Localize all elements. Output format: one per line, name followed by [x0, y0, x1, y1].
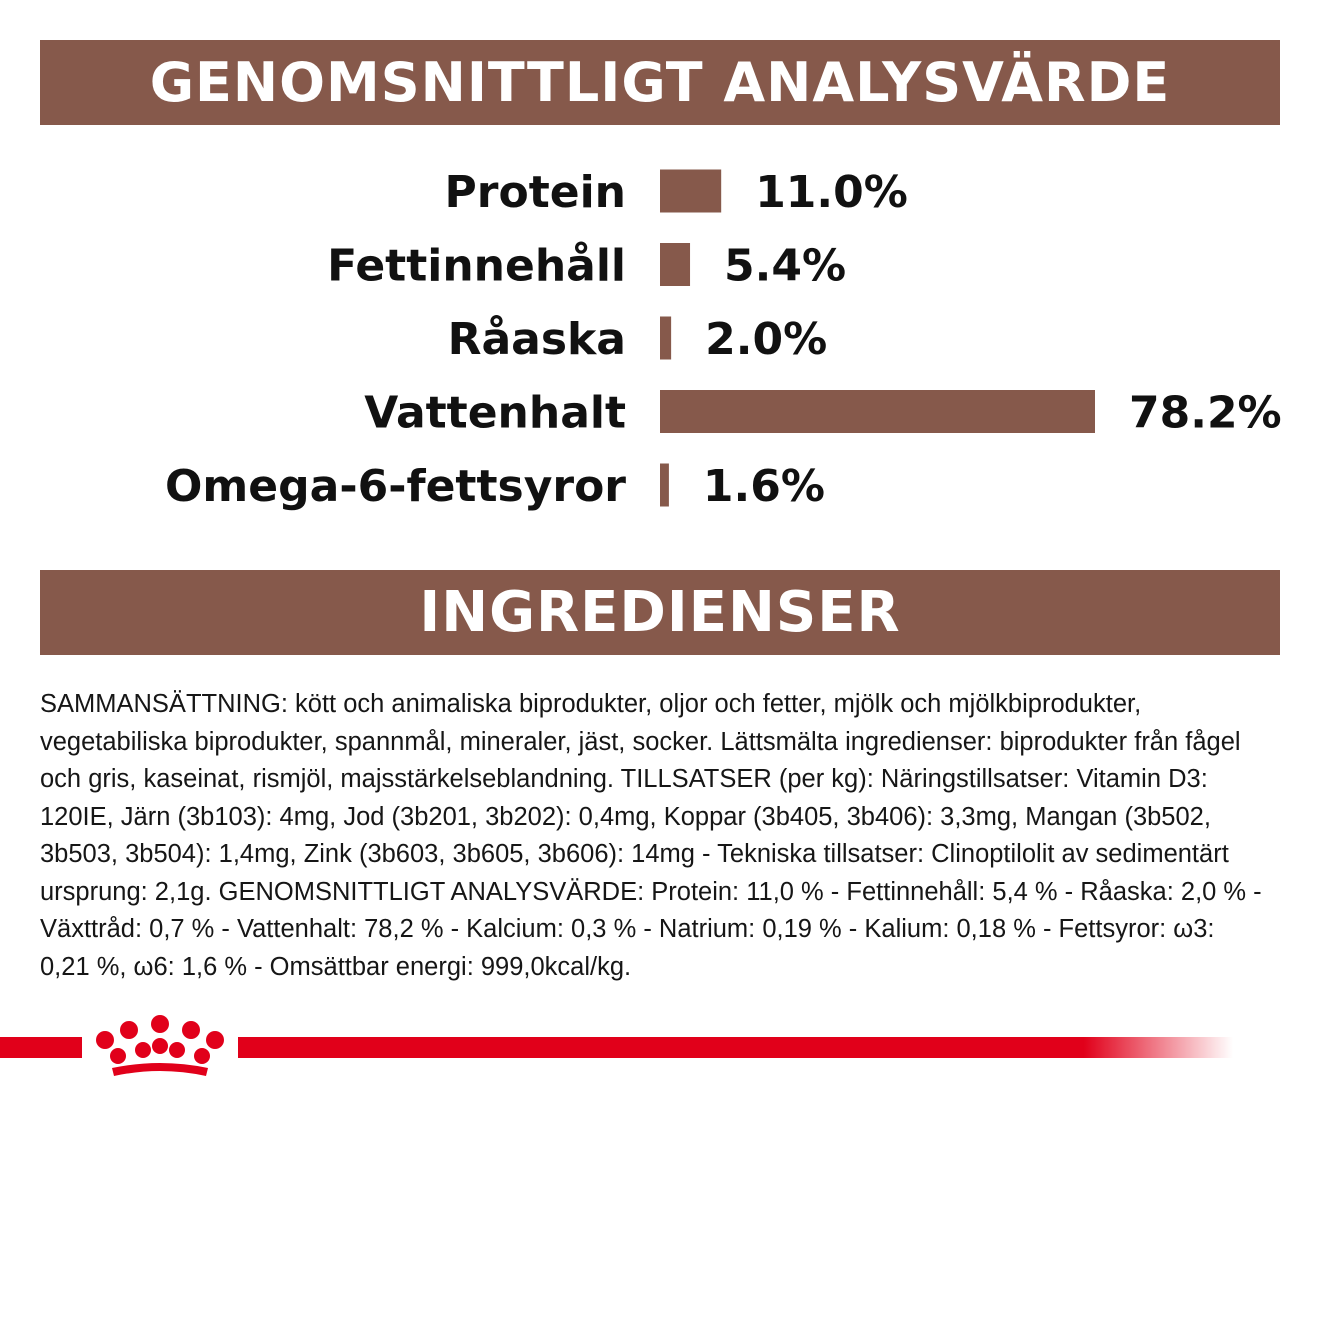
bar [660, 390, 1095, 433]
value-label: 2.0% [705, 314, 828, 365]
bar [660, 170, 721, 213]
nutrient-bar-chart [0, 150, 1320, 530]
ingredients-banner [40, 570, 1280, 655]
value-label: 78.2% [1129, 387, 1282, 439]
value-label: 1.6% [702, 461, 825, 512]
crown-icon [96, 1015, 224, 1076]
brand-line-right [238, 1037, 1233, 1058]
category-label: Protein [444, 167, 626, 218]
bar [660, 317, 671, 360]
analysis-title: GENOMSNITTLIGT ANALYSVÄRDE [149, 51, 1171, 114]
ingredients-text: SAMMANSÄTTNING: kött och animaliska biprodukter, oljor och fetter, mjölk och mjölkbiprodukter, vegetabiliska biprodukter, spannmål, mineraler, jäst, socker. Lättsmälta ingredienser: biprodukter från fågel och gris, kaseinat, rismjöl, majsstärkelseblandning. TILLSATSER (per kg): Näringstillsatser: Vitamin D3: 120IE, Järn (3b103): 4mg, Jod (3b201, 3b202): 0,4mg, Koppar (3b405, 3b406): 3,3mg, Mangan (3b502, 3b503, 3b504): 1,4mg, Zink (3b603, 3b605, 3b606): 14mg - Tekniska tillsatser: Clinoptilolit av sedimentärt ursprung: 2,1g. GENOMSNITTLIGT ANALYSVÄRDE: Protein: 11,0 % - Fettinnehåll: 5,4 % - Råaska: 2,0 % - Växttråd: 0,7 % - Vattenhalt: 78,2 % - Kalcium: 0,3 % - Natrium: 0,19 % - Kalium: 0,18 % - Fettsyror: ω3: 0,21 %, ω6: 1,6 % - Omsättbar energi: 999,0kcal/kg. [40, 690, 1262, 981]
analysis-banner [40, 40, 1280, 125]
category-label: Råaska [447, 314, 626, 365]
category-label: Vattenhalt [364, 387, 626, 439]
category-label: Omega-6-fettsyror [165, 461, 626, 512]
brand-line-left [0, 1037, 82, 1058]
value-label: 5.4% [724, 240, 847, 292]
brand-footer [0, 1010, 1320, 1100]
ingredients-title: INGREDIENSER [419, 580, 901, 645]
category-label: Fettinnehåll [327, 240, 626, 292]
value-label: 11.0% [755, 167, 908, 218]
bar [660, 464, 669, 507]
bar [660, 243, 690, 286]
